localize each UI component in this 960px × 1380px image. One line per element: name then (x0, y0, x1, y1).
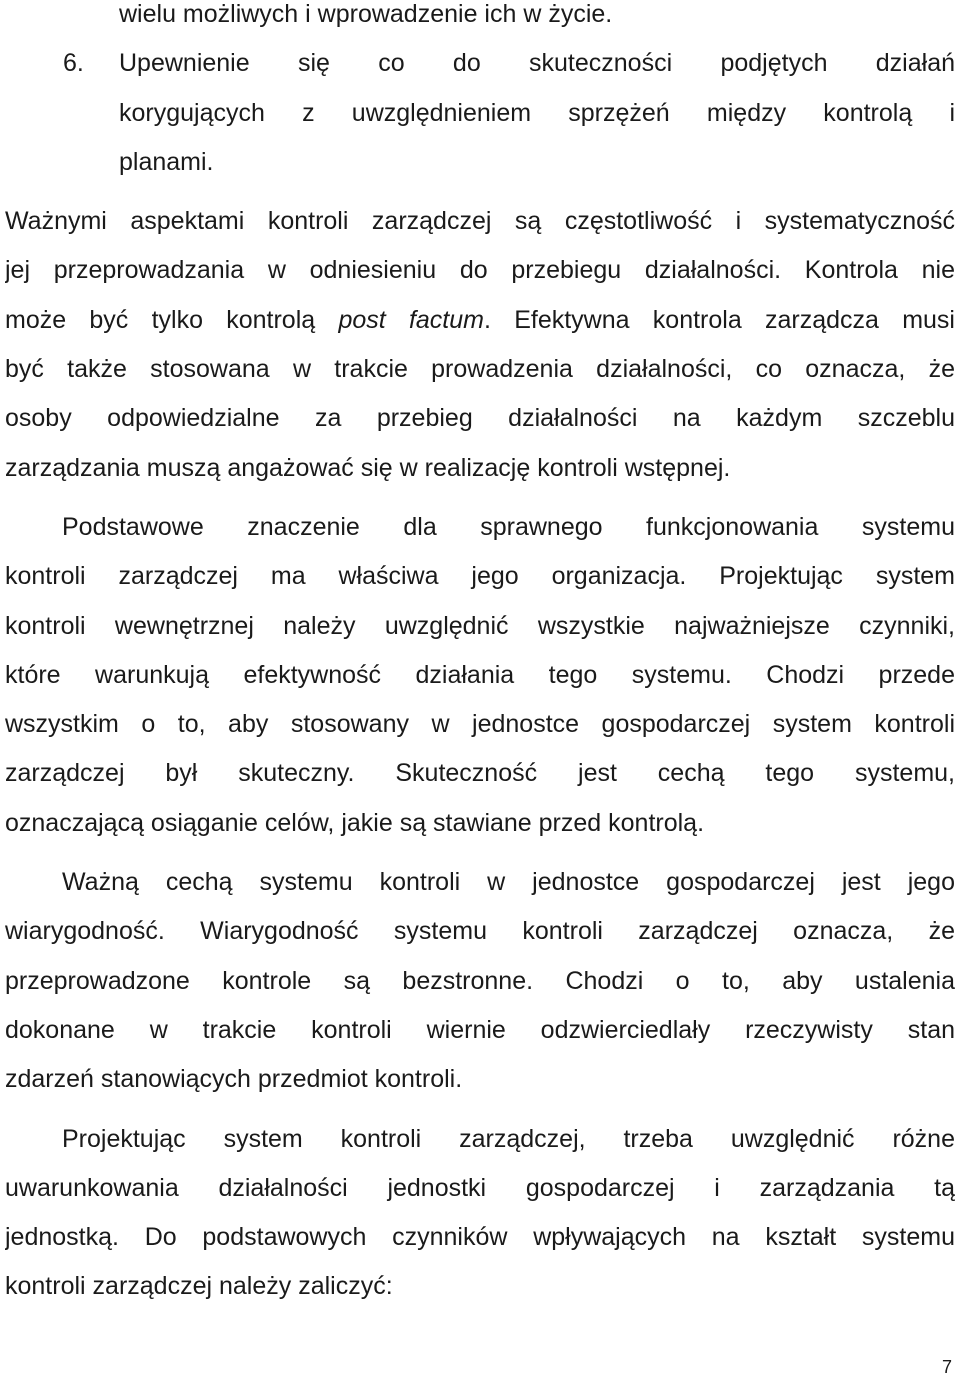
text-line: Podstawowe znaczenie dla sprawnego funkcjonowania systemu (62, 512, 955, 541)
text-line: jednostką. Do podstawowych czynników wpływających na kształt systemu (5, 1223, 955, 1252)
document-page (5, 0, 955, 1312)
list-item-continuation (5, 0, 955, 39)
spacer (5, 187, 955, 197)
text-line: wielu możliwych i wprowadzenie ich w życie. (119, 0, 613, 28)
page-number: 7 (941, 1357, 952, 1377)
paragraph (5, 858, 955, 1104)
text-line: zarządczej był skuteczny. Skuteczność jest cechą tego systemu, (5, 759, 955, 788)
paragraph (5, 197, 955, 493)
paragraph (5, 1115, 955, 1312)
text-line: Ważną cechą systemu kontroli w jednostce gospodarczej jest jego (62, 868, 955, 897)
text-line: zarządzania muszą angażować się w realizację kontroli wstępnej. (5, 453, 731, 482)
spacer (5, 848, 955, 858)
text-fragment: może być tylko kontrolą (5, 305, 339, 334)
text-line: kontroli wewnętrznej należy uwzględnić wszystkie najważniejsze czynniki, (5, 611, 955, 640)
spacer (5, 1105, 955, 1115)
text-line: korygujących z uwzględnieniem sprzężeń między kontrolą i (119, 98, 955, 127)
text-line: dokonane w trakcie kontroli wiernie odzwierciedlały rzeczywisty stan (5, 1015, 955, 1044)
text-line: kontroli zarządczej ma właściwa jego organizacja. Projektując system (5, 562, 955, 591)
paragraph (5, 503, 955, 848)
text-line: Ważnymi aspektami kontroli zarządczej są częstotliwość i systematyczność (5, 207, 955, 236)
text-line: planami. (119, 147, 214, 176)
list-number: 6. (63, 49, 84, 78)
text-line: zdarzeń stanowiących przedmiot kontroli. (5, 1065, 463, 1094)
text-line: Projektując system kontroli zarządczej, trzeba uwzględnić różne (62, 1124, 955, 1153)
text-line: kontroli zarządczej należy zaliczyć: (5, 1272, 393, 1301)
text-line (5, 296, 955, 345)
text-line: jej przeprowadzania w odniesieniu do przebiegu działalności. Kontrola nie (5, 256, 955, 285)
text-line: wszystkim o to, aby stosowany w jednostce gospodarczej system kontroli (5, 710, 955, 739)
text-line: wiarygodność. Wiarygodność systemu kontroli zarządczej oznacza, że (5, 917, 955, 946)
text-line: które warunkują efektywność działania tego systemu. Chodzi przede (5, 660, 955, 689)
italic-term: post factum (338, 305, 484, 334)
text-line: oznaczającą osiąganie celów, jakie są stawiane przed kontrolą. (5, 808, 705, 837)
text-line: być także stosowana w trakcie prowadzenia działalności, co oznacza, że (5, 355, 955, 384)
text-line: Upewnienie się co do skuteczności podjętych działań (119, 49, 955, 78)
list-item-6 (5, 39, 955, 187)
text-fragment: . Efektywna kontrola zarządcza musi (483, 305, 955, 334)
spacer (5, 493, 955, 503)
text-line: przeprowadzone kontrole są bezstronne. Chodzi o to, aby ustalenia (5, 966, 955, 995)
text-line: osoby odpowiedzialne za przebieg działalności na każdym szczeblu (5, 404, 955, 433)
text-line: uwarunkowania działalności jednostki gospodarczej i zarządzania tą (5, 1173, 955, 1202)
